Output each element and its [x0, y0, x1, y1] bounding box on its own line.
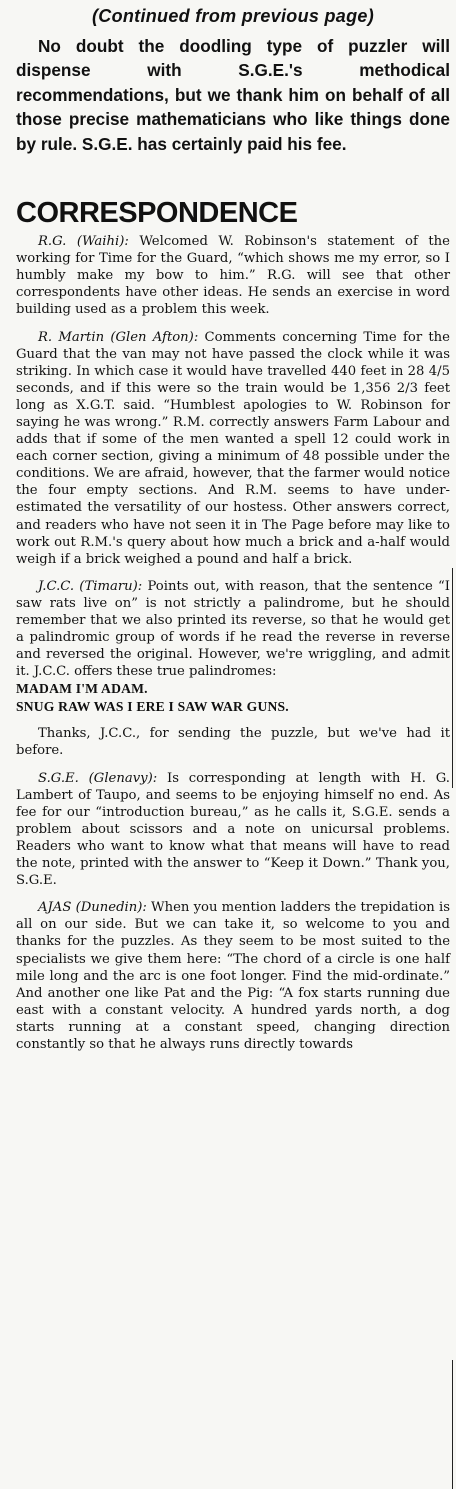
letter-body: Comments concerning Time for the Guard that the van may not have passed the clock while it was striking. In which case it would have travelled 440 feet in 28 4/5 seconds, and if this were so the train would be 1,356 2/3 feet long as X.G.T. said. “Humblest apologies to W. Robinson for saying he was wrong.” R.M. correctly answers Farm Labour and adds that if some of the men wanted a spell 12 could work in each corner section, giving a minimum of 48 possible under the conditions. We are afraid, however, that the farmer would notice the four empty sections. And R.M. seems to have under-estimated the versatility of our hostess. Other answers correct, and readers who have not seen it in The Page before may like to work out R.M.'s query about how much a brick and a-half would weigh if a brick weighed a pound and half a brick.: [16, 329, 450, 567]
letter-ajas: [16, 899, 450, 1053]
intro-paragraph: No doubt the doodling type of puzzler will dispense with S.G.E.'s methodical recommendations, but we thank him on behalf of all those precise mathematicians who like things done by rule. S.G.E. has certainly paid his fee.: [16, 36, 450, 154]
letter-body: Points out, with reason, that the sentence “I saw rats live on” is not strictly a palindrome, but he should remember that we also printed its reverse, so that he would get a palindromic group of words if he read the reverse in reverse and reversed the original. However, we're wriggling, and admit it. J.C.C. offers these true palindromes:: [16, 578, 450, 680]
correspondent-name: AJAS (Dunedin):: [38, 900, 147, 916]
continued-label: (Continued from previous page): [91, 6, 374, 26]
correspondent-name: J.C.C. (Timaru):: [38, 578, 143, 594]
correspondent-name: R. Martin (Glen Afton):: [38, 329, 199, 345]
letter-r-martin: [16, 329, 450, 568]
letters-list: [16, 233, 450, 1053]
palindrome-line: SNUG RAW WAS I ERE I SAW WAR GUNS.: [16, 698, 289, 714]
palindrome-line: MADAM I'M ADAM.: [16, 681, 148, 697]
section-heading: CORRESPONDENCE: [16, 197, 298, 230]
letter-body: Welcomed W. Robinson's statement of the working for Time for the Guard, “which shows me my error, so I humbly make my bow to him.” R.G. will see that other correspondents have other ideas. He sends an exercise in word building used as a problem this week.: [16, 234, 450, 318]
column-rule: [452, 568, 453, 788]
letter-rg: [16, 233, 450, 318]
letter-body: Is corresponding at length with H. G. Lambert of Taupo, and seems to be enjoying himself no end. As fee for our “introduction bureau,” as he calls it, S.G.E. sends a problem about scissors and a note on unicursal problems. Readers who want to know what that means will have to read the note, printed with the answer to “Keep it Down.” Thank you, S.G.E.: [16, 770, 450, 889]
letter-body: When you mention ladders the trepidation is all on our side. But we can take it, so welcome to you and thanks for the puzzles. As they seem to be most suited to the specialists we give them here: “The chord of a circle is one half mile long and the arc is one foot longer. Find the mid-ordinate.” And another one like Pat and the Pig: “A fox starts running due east with a constant velocity. A hundred yards north, a dog starts running at a constant speed, changing direction constantly so that he always runs directly towards: [16, 900, 450, 1052]
letter-sge: [16, 770, 450, 890]
correspondent-name: S.G.E. (Glenavy):: [38, 770, 158, 786]
column-rule: [452, 1360, 453, 1489]
letter-thanks: [16, 725, 450, 759]
letter-body: Thanks, J.C.C., for sending the puzzle, but we've had it before.: [16, 726, 450, 759]
letter-jcc: [16, 578, 450, 681]
correspondent-name: R.G. (Waihi):: [38, 234, 129, 250]
